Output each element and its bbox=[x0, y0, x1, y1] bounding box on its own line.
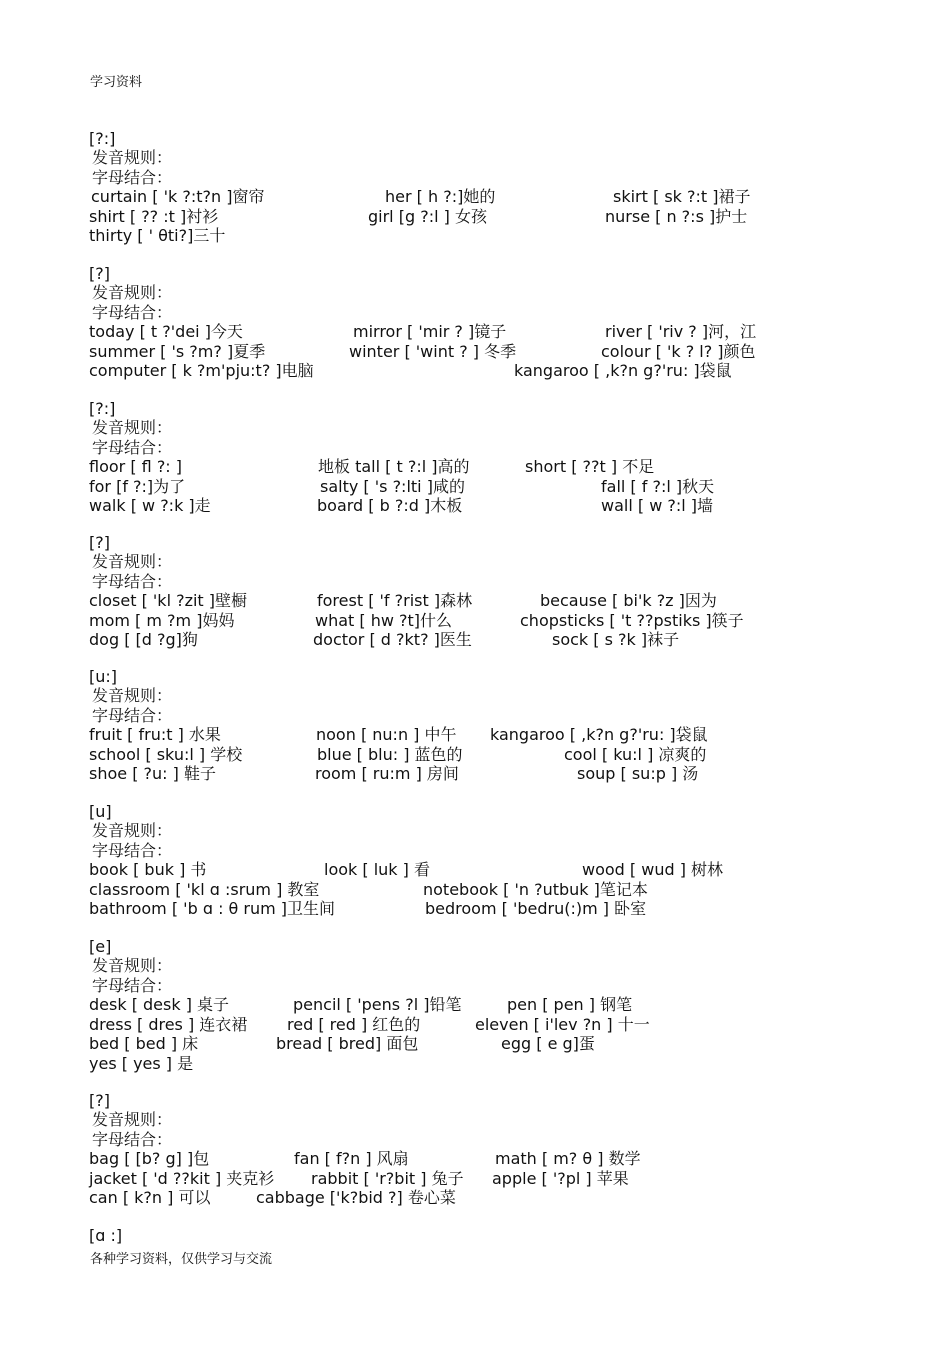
word-entry: jacket [ 'd ??kit ] 夹克衫 bbox=[89, 1168, 275, 1188]
phonetic-section bbox=[89, 264, 849, 381]
word-entry: today [ t ?'dei ]今天 bbox=[89, 322, 243, 341]
word-entry: salty [ 's ?:lti ]咸的 bbox=[320, 476, 465, 496]
letter-combination-label: 字母结合： bbox=[92, 840, 173, 860]
word-entry: 地板 tall [ t ?:l ]高的 bbox=[318, 457, 470, 476]
word-entry: bathroom [ 'b ɑ : θ rum ]卫生间 bbox=[89, 899, 336, 918]
word-row bbox=[89, 591, 849, 611]
word-entry: pen [ pen ] 钢笔 bbox=[507, 995, 633, 1014]
phonetic-symbol: [?:] bbox=[89, 399, 116, 418]
word-entry: bedroom [ 'bedru(:)m ] 卧室 bbox=[425, 899, 647, 918]
word-entry: thirty [ ' θti?]三十 bbox=[89, 226, 226, 245]
word-entry: curtain [ 'k ?:t?n ]窗帘 bbox=[91, 187, 265, 206]
phonetic-section bbox=[89, 399, 849, 516]
word-entry: bed [ bed ] 床 bbox=[89, 1034, 199, 1053]
word-entry: pencil [ 'pens ?l ]铅笔 bbox=[293, 995, 462, 1014]
word-entry: short [ ??t ] 不足 bbox=[525, 457, 655, 476]
phonetic-symbol: [?:] bbox=[89, 129, 116, 148]
rule-label: 发音规则： bbox=[92, 956, 173, 975]
word-entry: room [ ru:m ] 房间 bbox=[315, 764, 459, 783]
word-row bbox=[89, 611, 849, 631]
phonetic-symbol: [?] bbox=[89, 264, 110, 283]
phonetic-symbol: [u] bbox=[89, 802, 112, 821]
word-row bbox=[89, 1015, 849, 1035]
word-row bbox=[89, 496, 849, 516]
word-entry: walk [ w ?:k ]走 bbox=[89, 496, 211, 515]
rule-label: 发音规则： bbox=[92, 418, 173, 437]
word-entry: forest [ 'f ?rist ]森林 bbox=[317, 591, 473, 610]
rule-label: 发音规则： bbox=[92, 821, 173, 840]
rule-label: 发音规则： bbox=[92, 1110, 173, 1129]
letter-combination-label: 字母结合： bbox=[92, 571, 173, 591]
word-entry: kangaroo [ ,k?n g?'ru: ]袋鼠 bbox=[490, 725, 708, 744]
phonetic-section bbox=[89, 937, 849, 1073]
word-row bbox=[89, 880, 849, 900]
letter-combination-label: 字母结合： bbox=[92, 1129, 173, 1149]
phonetic-section bbox=[89, 802, 849, 919]
word-entry: can [ k?n ] 可以 bbox=[89, 1188, 211, 1207]
word-row bbox=[89, 1034, 849, 1054]
letter-combination-label: 字母结合： bbox=[92, 975, 173, 995]
word-entry: fruit [ fru:t ] 水果 bbox=[89, 725, 221, 744]
word-entry: skirt [ sk ?:t ]裙子 bbox=[613, 187, 751, 206]
phonetic-section bbox=[89, 1091, 849, 1208]
word-row bbox=[89, 1169, 849, 1189]
word-entry: soup [ su:p ] 汤 bbox=[577, 764, 699, 783]
word-entry: shirt [ ?? :t ]衬衫 bbox=[89, 206, 219, 226]
phonetic-symbol: [u:] bbox=[89, 667, 118, 686]
word-row bbox=[89, 764, 849, 784]
word-entry: red [ red ] 红色的 bbox=[287, 1014, 421, 1034]
letter-combination-label: 字母结合： bbox=[92, 167, 173, 187]
word-entry: classroom [ 'kl ɑ :srum ] 教室 bbox=[89, 879, 320, 899]
word-entry: chopsticks [ 't ??pstiks ]筷子 bbox=[520, 610, 744, 630]
word-entry: dog [ [d ?g]狗 bbox=[89, 630, 198, 649]
word-entry: school [ sku:l ] 学校 bbox=[89, 744, 243, 764]
phonetic-symbol: [e] bbox=[89, 937, 112, 956]
word-entry: fall [ f ?:l ]秋天 bbox=[601, 476, 715, 496]
word-row bbox=[89, 899, 849, 919]
word-row bbox=[89, 725, 849, 745]
word-entry: cool [ ku:l ] 凉爽的 bbox=[564, 744, 707, 764]
word-entry: sock [ s ?k ]袜子 bbox=[552, 630, 680, 649]
phonetic-section bbox=[89, 129, 849, 246]
letter-combination-label: 字母结合： bbox=[92, 302, 173, 322]
word-entry: eleven [ i'lev ?n ] 十一 bbox=[475, 1014, 650, 1034]
word-entry: book [ buk ] 书 bbox=[89, 860, 207, 879]
word-entry: apple [ '?pl ] 苹果 bbox=[492, 1168, 629, 1188]
word-entry: doctor [ d ?kt? ]医生 bbox=[313, 630, 472, 649]
word-entry: wood [ wud ] 树林 bbox=[582, 860, 724, 879]
word-entry: for [f ?:]为了 bbox=[89, 476, 186, 496]
word-entry: summer [ 's ?m? ]夏季 bbox=[89, 341, 266, 361]
word-row bbox=[89, 1149, 849, 1169]
letter-combination-label: 字母结合： bbox=[92, 705, 173, 725]
page-header: 学习资料 bbox=[90, 75, 143, 90]
word-entry: her [ h ?:]她的 bbox=[385, 187, 496, 206]
word-entry: river [ 'riv ? ]河，江 bbox=[605, 322, 757, 341]
word-entry: because [ bi'k ?z ]因为 bbox=[540, 591, 717, 610]
word-entry: mom [ m ?m ]妈妈 bbox=[89, 610, 235, 630]
word-entry: colour [ 'k ? l? ]颜色 bbox=[601, 341, 756, 361]
letter-combination-label: 字母结合： bbox=[92, 437, 173, 457]
word-entry: bread [ bred] 面包 bbox=[276, 1034, 419, 1053]
word-entry: girl [g ?:l ] 女孩 bbox=[368, 206, 487, 226]
word-entry: rabbit [ 'r?bit ] 兔子 bbox=[311, 1168, 464, 1188]
word-entry: winter [ 'wint ? ] 冬季 bbox=[349, 341, 517, 361]
phonetic-section bbox=[89, 533, 849, 650]
rule-label: 发音规则： bbox=[92, 686, 173, 705]
phonetic-symbol: [?] bbox=[89, 1091, 110, 1110]
word-row bbox=[89, 477, 849, 497]
word-row bbox=[89, 207, 849, 227]
rule-label: 发音规则： bbox=[92, 552, 173, 571]
rule-label: 发音规则： bbox=[92, 148, 173, 167]
word-entry: floor [ fl ?: ] bbox=[89, 457, 183, 476]
word-entry: yes [ yes ] 是 bbox=[89, 1053, 194, 1073]
word-row bbox=[89, 1054, 849, 1074]
word-entry: board [ b ?:d ]木板 bbox=[317, 496, 463, 515]
phonetic-symbol: [?] bbox=[89, 533, 110, 552]
word-entry: nurse [ n ?:s ]护士 bbox=[605, 206, 748, 226]
word-row bbox=[89, 745, 849, 765]
rule-label: 发音规则： bbox=[92, 283, 173, 302]
word-entry: wall [ w ?:l ]墙 bbox=[601, 496, 714, 515]
word-entry: notebook [ 'n ?utbuk ]笔记本 bbox=[423, 879, 648, 899]
word-entry: dress [ dres ] 连衣裙 bbox=[89, 1014, 248, 1034]
word-entry: desk [ desk ] 桌子 bbox=[89, 995, 230, 1014]
word-entry: closet [ 'kl ?zit ]壁橱 bbox=[89, 591, 248, 610]
word-entry: cabbage ['k?bid ?] 卷心菜 bbox=[256, 1188, 456, 1207]
phonetic-symbol: [ɑ :] bbox=[89, 1226, 123, 1245]
word-entry: what [ hw ?t]什么 bbox=[315, 610, 453, 630]
phonetic-section bbox=[89, 1226, 849, 1245]
word-row bbox=[89, 361, 849, 381]
word-entry: shoe [ ?u: ] 鞋子 bbox=[89, 764, 216, 783]
word-entry: math [ m? θ ] 数学 bbox=[495, 1149, 641, 1168]
word-row bbox=[89, 860, 849, 880]
word-row bbox=[89, 342, 849, 362]
phonetic-section bbox=[89, 667, 849, 784]
word-entry: noon [ nu:n ] 中午 bbox=[316, 725, 457, 744]
word-row bbox=[89, 630, 849, 650]
word-row bbox=[89, 457, 849, 477]
word-entry: kangaroo [ ,k?n g?'ru: ]袋鼠 bbox=[514, 361, 732, 380]
word-entry: fan [ f?n ] 风扇 bbox=[294, 1149, 409, 1168]
page-footer: 各种学习资料，仅供学习与交流 bbox=[90, 1252, 273, 1267]
word-entry: blue [ blu: ] 蓝色的 bbox=[317, 744, 463, 764]
word-row bbox=[89, 322, 849, 342]
word-entry: egg [ e g]蛋 bbox=[501, 1034, 595, 1053]
word-entry: bag [ [b? g] ]包 bbox=[89, 1149, 210, 1168]
word-row bbox=[89, 187, 849, 207]
word-row bbox=[89, 995, 849, 1015]
word-row bbox=[89, 1188, 849, 1208]
word-entry: mirror [ 'mir ? ]镜子 bbox=[353, 322, 507, 341]
word-entry: computer [ k ?m'pju:t? ]电脑 bbox=[89, 361, 314, 380]
word-row bbox=[89, 226, 849, 246]
word-entry: look [ luk ] 看 bbox=[324, 860, 430, 879]
